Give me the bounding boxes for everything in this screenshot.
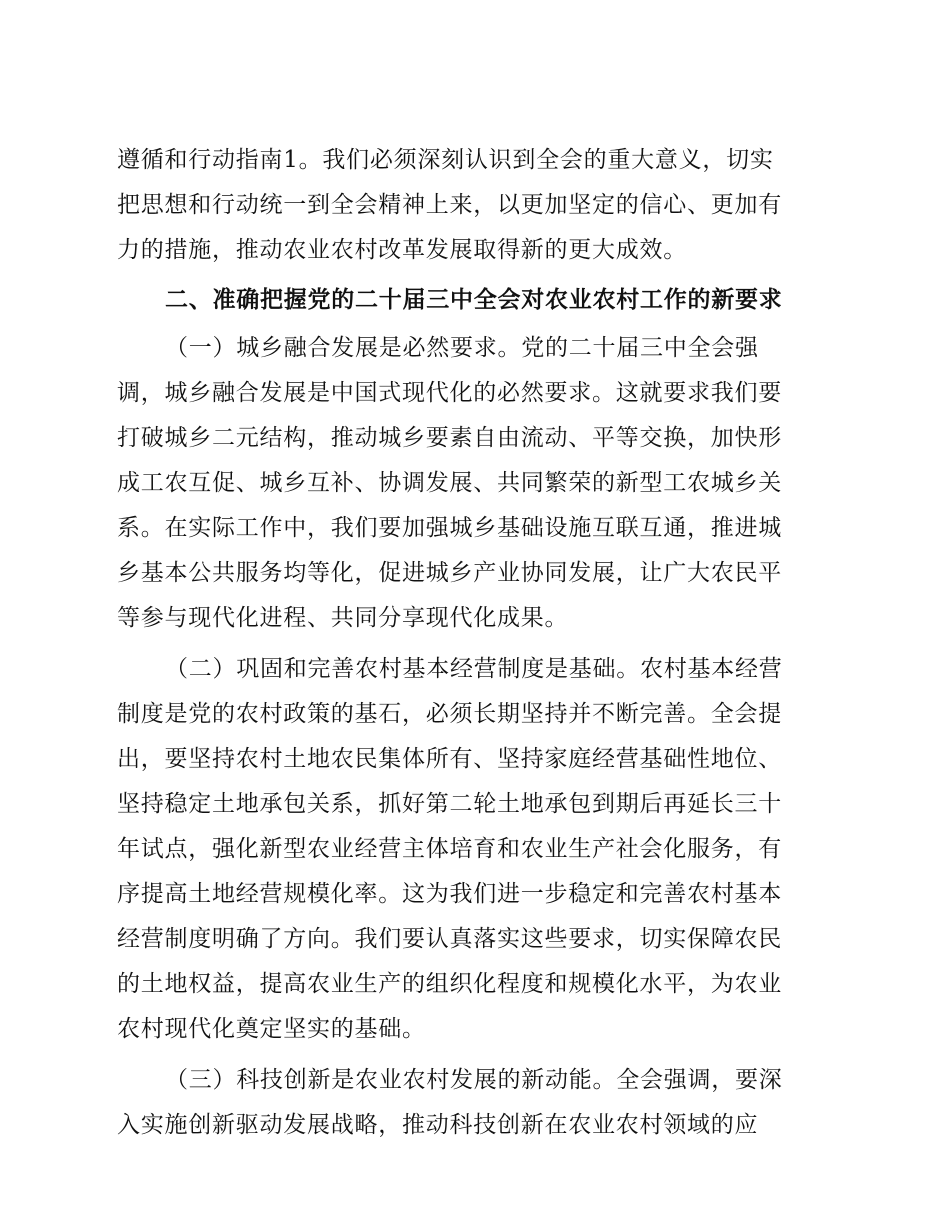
- paragraph-item-3: [117, 1058, 817, 1148]
- text-line: 序提高土地经营规模化率。这为我们进一步稳定和完善农村基本: [117, 881, 782, 907]
- text-line: 出，要坚持农村土地农民集体所有、坚持家庭经营基础性地位、: [117, 746, 782, 772]
- text-line: 调，城乡融合发展是中国式现代化的必然要求。这就要求我们要: [117, 380, 782, 406]
- text-line: （二）巩固和完善农村基本经营制度是基础。农村基本经营: [165, 656, 783, 682]
- text-line: 经营制度明确了方向。我们要认真落实这些要求，切实保障农民: [117, 926, 782, 952]
- text-line: 等参与现代化进程、共同分享现代化成果。: [117, 605, 569, 631]
- paragraph-item-1: [117, 326, 817, 641]
- text-line: （一）城乡融合发展是必然要求。党的二十届三中全会强: [165, 335, 759, 361]
- text-line: 乡基本公共服务均等化，促进城乡产业协同发展，让广大农民平: [117, 560, 782, 586]
- text-line: 农村现代化奠定坚实的基础。: [117, 1016, 426, 1042]
- text-line: 的土地权益，提高农业生产的组织化程度和规模化水平，为农业: [117, 971, 782, 997]
- text-line: 力的措施，推动农业农村改革发展取得新的更大成效。: [117, 237, 687, 263]
- document-page: [117, 138, 817, 1148]
- text-line: 把思想和行动统一到全会精神上来，以更加坚定的信心、更加有: [117, 192, 782, 218]
- paragraph-intro-continuation: [117, 138, 817, 273]
- paragraph-item-2: [117, 647, 817, 1052]
- text-line: 系。在实际工作中，我们要加强城乡基础设施互联互通，推进城: [117, 515, 782, 541]
- section-heading: 二、准确把握党的二十届三中全会对农业农村工作的新要求: [165, 286, 783, 313]
- text-line: 制度是党的农村政策的基石，必须长期坚持并不断完善。全会提: [117, 701, 782, 727]
- text-line: 打破城乡二元结构，推动城乡要素自由流动、平等交换，加快形: [117, 425, 782, 451]
- text-line: 坚持稳定土地承包关系，抓好第二轮土地承包到期后再延长三十: [117, 791, 782, 817]
- text-line: 入实施创新驱动发展战略，推动科技创新在农业农村领域的应: [117, 1112, 759, 1138]
- text-line: 年试点，强化新型农业经营主体培育和农业生产社会化服务，有: [117, 836, 782, 862]
- text-line: 成工农互促、城乡互补、协调发展、共同繁荣的新型工农城乡关: [117, 470, 782, 496]
- text-line: （三）科技创新是农业农村发展的新动能。全会强调，要深: [165, 1067, 783, 1093]
- text-line: 遵循和行动指南1。我们必须深刻认识到全会的重大意义，切实: [117, 147, 774, 173]
